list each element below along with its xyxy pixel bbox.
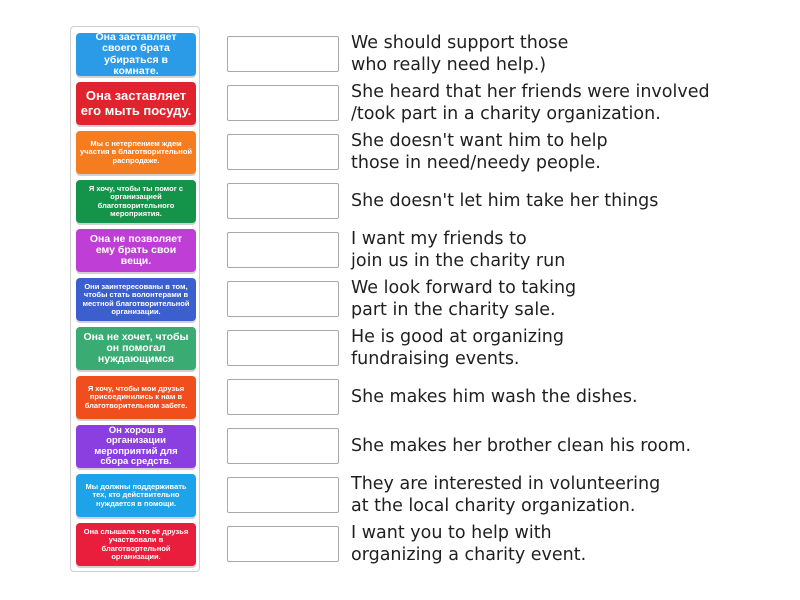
drop-slot[interactable]	[227, 85, 339, 121]
sentence-prompt	[351, 79, 791, 127]
sentence-prompt	[351, 373, 791, 421]
sentence-prompt	[351, 275, 791, 323]
drop-slot[interactable]	[227, 379, 339, 415]
answer-tile[interactable]	[76, 376, 196, 419]
sentence-text: He is good at organizing fundraising events.	[351, 327, 564, 369]
answer-tile-text: Она не позволяет ему брать свои вещи.	[89, 232, 183, 268]
drop-slot[interactable]	[227, 526, 339, 562]
drop-slot[interactable]	[227, 428, 339, 464]
answer-tile[interactable]	[76, 229, 196, 272]
answer-tile-text: Я хочу, чтобы мои друзья присоединились к нам в благотворительном забеге.	[84, 384, 188, 410]
sentence-prompt	[351, 226, 791, 274]
sentence-prompt	[351, 422, 791, 470]
drop-slot[interactable]	[227, 330, 339, 366]
sentence-prompt	[351, 324, 791, 372]
answer-tile[interactable]	[76, 327, 196, 370]
answer-tile-text: Я хочу, чтобы ты помог с организацией благотворительного мероприятия.	[88, 184, 184, 218]
drop-slot[interactable]	[227, 36, 339, 72]
sentence-text: I want you to help with organizing a charity event.	[351, 523, 587, 565]
sentence-text: She makes her brother clean his room.	[351, 436, 692, 456]
drop-slot[interactable]	[227, 183, 339, 219]
answer-tile-tray	[70, 26, 200, 572]
answer-tile[interactable]	[76, 278, 196, 321]
answer-tile[interactable]	[76, 425, 196, 468]
answer-tile-text: Она слышала что её друзья участвовали в благотвортельной организации.	[83, 527, 189, 561]
sentence-text: We look forward to taking part in the charity sale.	[351, 278, 577, 320]
sentence-text: She makes him wash the dishes.	[351, 387, 638, 407]
answer-tile-text: Она не хочет, чтобы он помогал нуждающимся	[83, 330, 189, 366]
answer-tile[interactable]	[76, 30, 196, 77]
sentence-text: She doesn't want him to help those in need/needy people.	[351, 131, 608, 173]
answer-tile[interactable]	[76, 523, 196, 566]
answer-tile-text: Она заставляет своего брата убираться в комнате.	[95, 30, 177, 77]
answer-tile-text: Она заставляет его мыть посуду.	[80, 88, 192, 118]
answer-tile-text: Он хорош в организации мероприятий для сбора средств.	[94, 425, 178, 467]
sentence-prompt	[351, 471, 791, 519]
drop-slot[interactable]	[227, 232, 339, 268]
answer-tile-text: Мы с нетерпением ждем участия в благотворительной распродаже.	[80, 139, 193, 165]
drop-slot[interactable]	[227, 281, 339, 317]
sentence-prompt	[351, 128, 791, 176]
sentence-prompt	[351, 30, 791, 78]
sentence-text: She doesn't let him take her things	[351, 191, 659, 211]
answer-tile[interactable]	[76, 474, 196, 517]
answer-tile[interactable]	[76, 180, 196, 223]
answer-tile-text: Они заинтересованы в том, чтобы стать волонтерами в местной благотворительной организации.	[82, 282, 190, 316]
drop-slot[interactable]	[227, 134, 339, 170]
sentence-text: She heard that her friends were involved /took part in a charity organization.	[351, 82, 710, 124]
sentence-prompt	[351, 177, 791, 225]
drop-slot[interactable]	[227, 477, 339, 513]
sentence-text: We should support those who really need help.)	[351, 33, 569, 75]
sentence-text: They are interested in volunteering at the local charity organization.	[351, 474, 661, 516]
sentence-text: I want my friends to join us in the charity run	[351, 229, 566, 271]
sentence-prompt	[351, 520, 791, 568]
answer-tile[interactable]	[76, 82, 196, 125]
answer-tile[interactable]	[76, 131, 196, 174]
answer-tile-text: Мы должны поддерживать тех, кто действительно нуждается в помощи.	[85, 482, 187, 508]
